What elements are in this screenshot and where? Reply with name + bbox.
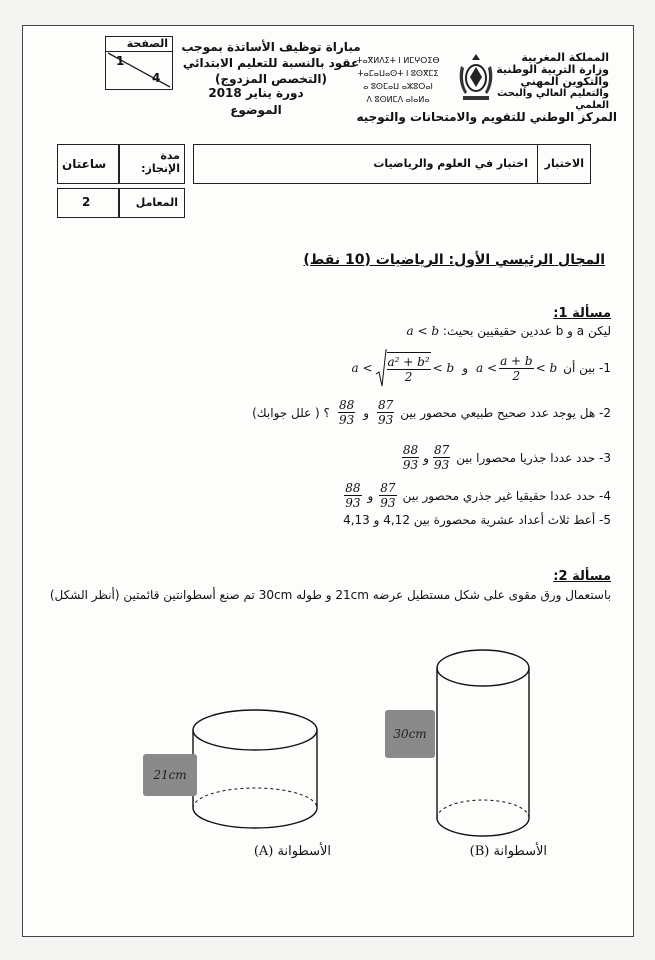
cylinder-a-figure: [191, 706, 321, 836]
q1-label: 1- بين أن: [563, 361, 611, 375]
question-2: 2- هل يوجد عدد صحيح طبيعي محصور بين $\frac{87}{93}$ و $\frac{88}{93}$ ؟ ( علل جوابك): [252, 398, 611, 427]
cylinder-b-figure: [433, 646, 533, 842]
coefficient-row: [57, 188, 185, 218]
duration-value: ساعتان: [62, 157, 107, 171]
question-4: 4- حدد عددا حقيقيا غير جذري محصور بين $\frac{87}{93}$ و $\frac{88}{93}$: [345, 481, 611, 510]
coefficient-value: 2: [82, 195, 91, 209]
question-5: 5- أعط ثلاث أعداد عشرية محصورة بين 4,12 و 4,13: [343, 513, 611, 527]
center-name: المركز الوطني للتقويم والامتحانات والتوجيه: [356, 110, 617, 124]
q2-text: 2- هل يوجد عدد صحيح طبيعي محصور بين: [400, 405, 611, 420]
section-title: المجال الرئيسي الأول: الرياضيات (10 نقط): [303, 252, 605, 268]
page-number-box: [105, 36, 173, 90]
q1-and: و: [462, 361, 469, 375]
exam-sheet: [22, 25, 634, 937]
tifinagh-line: ⵜⴰⵎⴰⵡⴰⵙⵜ ⵏ ⵓⵙⴳⵎⵉ: [357, 69, 439, 78]
cylinder-b-tag: 30cm: [385, 710, 435, 758]
duration-row: [57, 144, 185, 184]
tifinagh-line: ⵜⴰⴳⵍⴷⵉⵜ ⵏ ⵍⵎⵖⵔⵉⴱ: [356, 56, 440, 65]
q1-ineq1: a < $\frac{a + b}{2}$ < b: [476, 353, 558, 383]
q2-tail: ؟ ( علل جوابك): [252, 405, 330, 420]
test-value: اختبار في العلوم والرياضيات: [373, 157, 528, 170]
tifinagh-block: [348, 54, 448, 106]
question-1: [51, 348, 611, 388]
tifinagh-line: ⴰ ⵓⵙⵎⴰⵡ ⴰⵣⵓⵔⴰⵏ: [363, 82, 433, 91]
q1-ineq2: a < $\frac{\text{a² + b²}}{2}$ < b: [352, 348, 455, 388]
test-row: [193, 144, 591, 184]
tifinagh-line: ⴷ ⵓⵙⵍⵎⴷ ⴰⵏⴰⵍⴰ: [366, 95, 430, 104]
exam-title: مباراة توظيف الأساتذة بموجب عقود بالنسبة للتعليم الابتدائي (التخصص المزدوج): [181, 40, 361, 86]
subject-word: الموضوع: [230, 103, 282, 117]
session: دورة يناير 2018: [208, 86, 304, 100]
duration-label: مدة الإنجاز:: [141, 149, 180, 175]
ministry-line: والتعليم العالي والبحث العلمي: [497, 88, 609, 111]
problem2-text: باستعمال ورق مقوى على شكل مستطيل عرضه 21cm و طوله 30cm تم صنع أسطوانتين قائمتين (أنظر الشكل): [49, 588, 611, 602]
cylinder-b-caption: الأسطوانة (B): [469, 844, 547, 859]
problem1-intro-math: a < b: [406, 324, 440, 338]
cylinder-a-tag: 21cm: [143, 754, 197, 796]
ministry-line: المملكة المغربية: [521, 51, 609, 64]
ministry-line: والتكوين المهني: [520, 75, 609, 88]
q4-text: 4- حدد عددا حقيقيا غير جذري محصور بين: [402, 488, 611, 503]
ministry-block: [489, 52, 609, 112]
coefficient-label: المعامل: [135, 196, 178, 209]
problem2-title: مسألة 2:: [553, 569, 611, 584]
test-label: الاختبار: [544, 157, 584, 170]
question-3: 3- حدد عددا جذريا محصورا بين $\frac{87}{93}$ و $\frac{88}{93}$: [402, 443, 611, 472]
ministry-line: وزارة التربية الوطنية: [496, 63, 609, 76]
coat-of-arms-emblem: [455, 52, 497, 104]
problem1-intro-text: ليكن a و b عددين حقيقيين بحيث:: [442, 324, 611, 338]
page-number: 1: [116, 54, 125, 68]
q3-text: 3- حدد عددا جذريا محصورا بين: [456, 450, 611, 465]
cylinder-a-caption: الأسطوانة (A): [253, 844, 331, 859]
problem1-title: مسألة 1:: [553, 306, 611, 321]
problem1-intro: [251, 324, 611, 338]
page-total: 4: [152, 71, 161, 85]
page-label: الصفحة: [126, 37, 168, 50]
